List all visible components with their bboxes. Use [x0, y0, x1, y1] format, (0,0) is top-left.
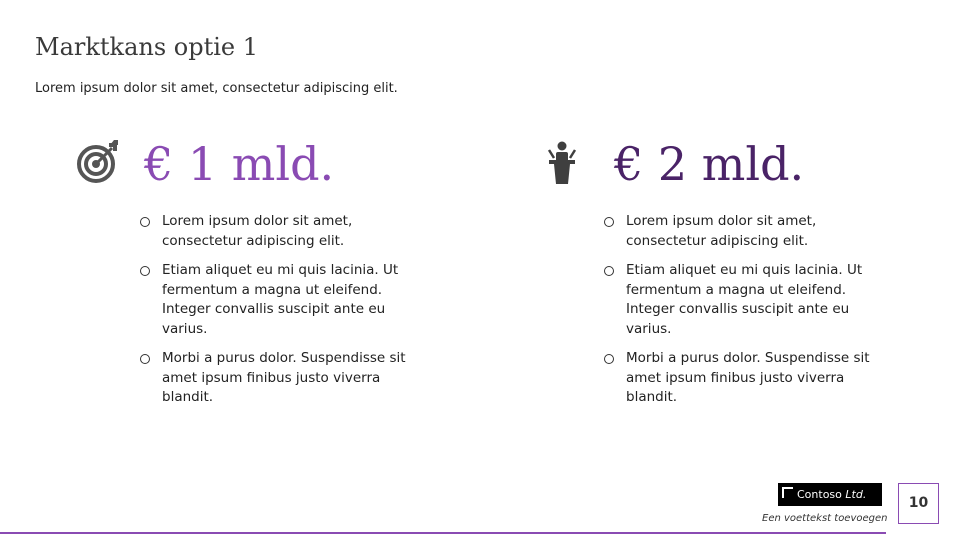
bullet-text: Etiam aliquet eu mi quis lacinia. Ut fermentum a magna ut eleifend. Integer convallis suscipit ante eu varius.: [626, 262, 863, 337]
column-header: [540, 136, 860, 198]
target-arrow-icon: [76, 140, 120, 184]
footer-divider: [0, 532, 886, 534]
list-item: [602, 261, 872, 339]
bullet-circle-icon: [140, 354, 150, 364]
bullet-circle-icon: [604, 354, 614, 364]
amount-value: € 1 mld.: [144, 137, 335, 191]
logo-corner-mark: [782, 487, 793, 498]
bullet-list: [602, 212, 872, 418]
amount-value: € 2 mld.: [614, 137, 805, 191]
logo-suffix: Ltd.: [845, 488, 867, 501]
list-item: [602, 212, 872, 251]
bullet-circle-icon: [140, 217, 150, 227]
bullet-text: Morbi a purus dolor. Suspendisse sit amet ipsum finibus justo viverra blandit.: [162, 350, 406, 405]
list-item: [138, 261, 408, 339]
footer-text: Een voettekst toevoegen: [762, 513, 888, 524]
list-item: [138, 212, 408, 251]
speaker-podium-icon: [540, 140, 584, 184]
bullet-circle-icon: [140, 266, 150, 276]
bullet-text: Lorem ipsum dolor sit amet, consectetur adipiscing elit.: [162, 213, 353, 249]
bullet-text: Lorem ipsum dolor sit amet, consectetur adipiscing elit.: [626, 213, 817, 249]
page-number: 10: [898, 483, 939, 524]
market-column-1: [76, 136, 406, 405]
bullet-circle-icon: [604, 217, 614, 227]
bullet-list: [138, 212, 408, 418]
list-item: [602, 349, 872, 408]
logo-text: [797, 483, 866, 506]
bullet-text: Etiam aliquet eu mi quis lacinia. Ut fermentum a magna ut eleifend. Integer convallis suscipit ante eu varius.: [162, 262, 399, 337]
slide-subtitle: Lorem ipsum dolor sit amet, consectetur adipiscing elit.: [35, 81, 398, 96]
list-item: [138, 349, 408, 408]
logo-name: Contoso: [797, 488, 842, 501]
slide-title: Marktkans optie 1: [35, 33, 259, 61]
column-header: [76, 136, 396, 198]
bullet-text: Morbi a purus dolor. Suspendisse sit amet ipsum finibus justo viverra blandit.: [626, 350, 870, 405]
bullet-circle-icon: [604, 266, 614, 276]
market-column-2: [540, 136, 870, 405]
company-logo: [778, 483, 882, 506]
